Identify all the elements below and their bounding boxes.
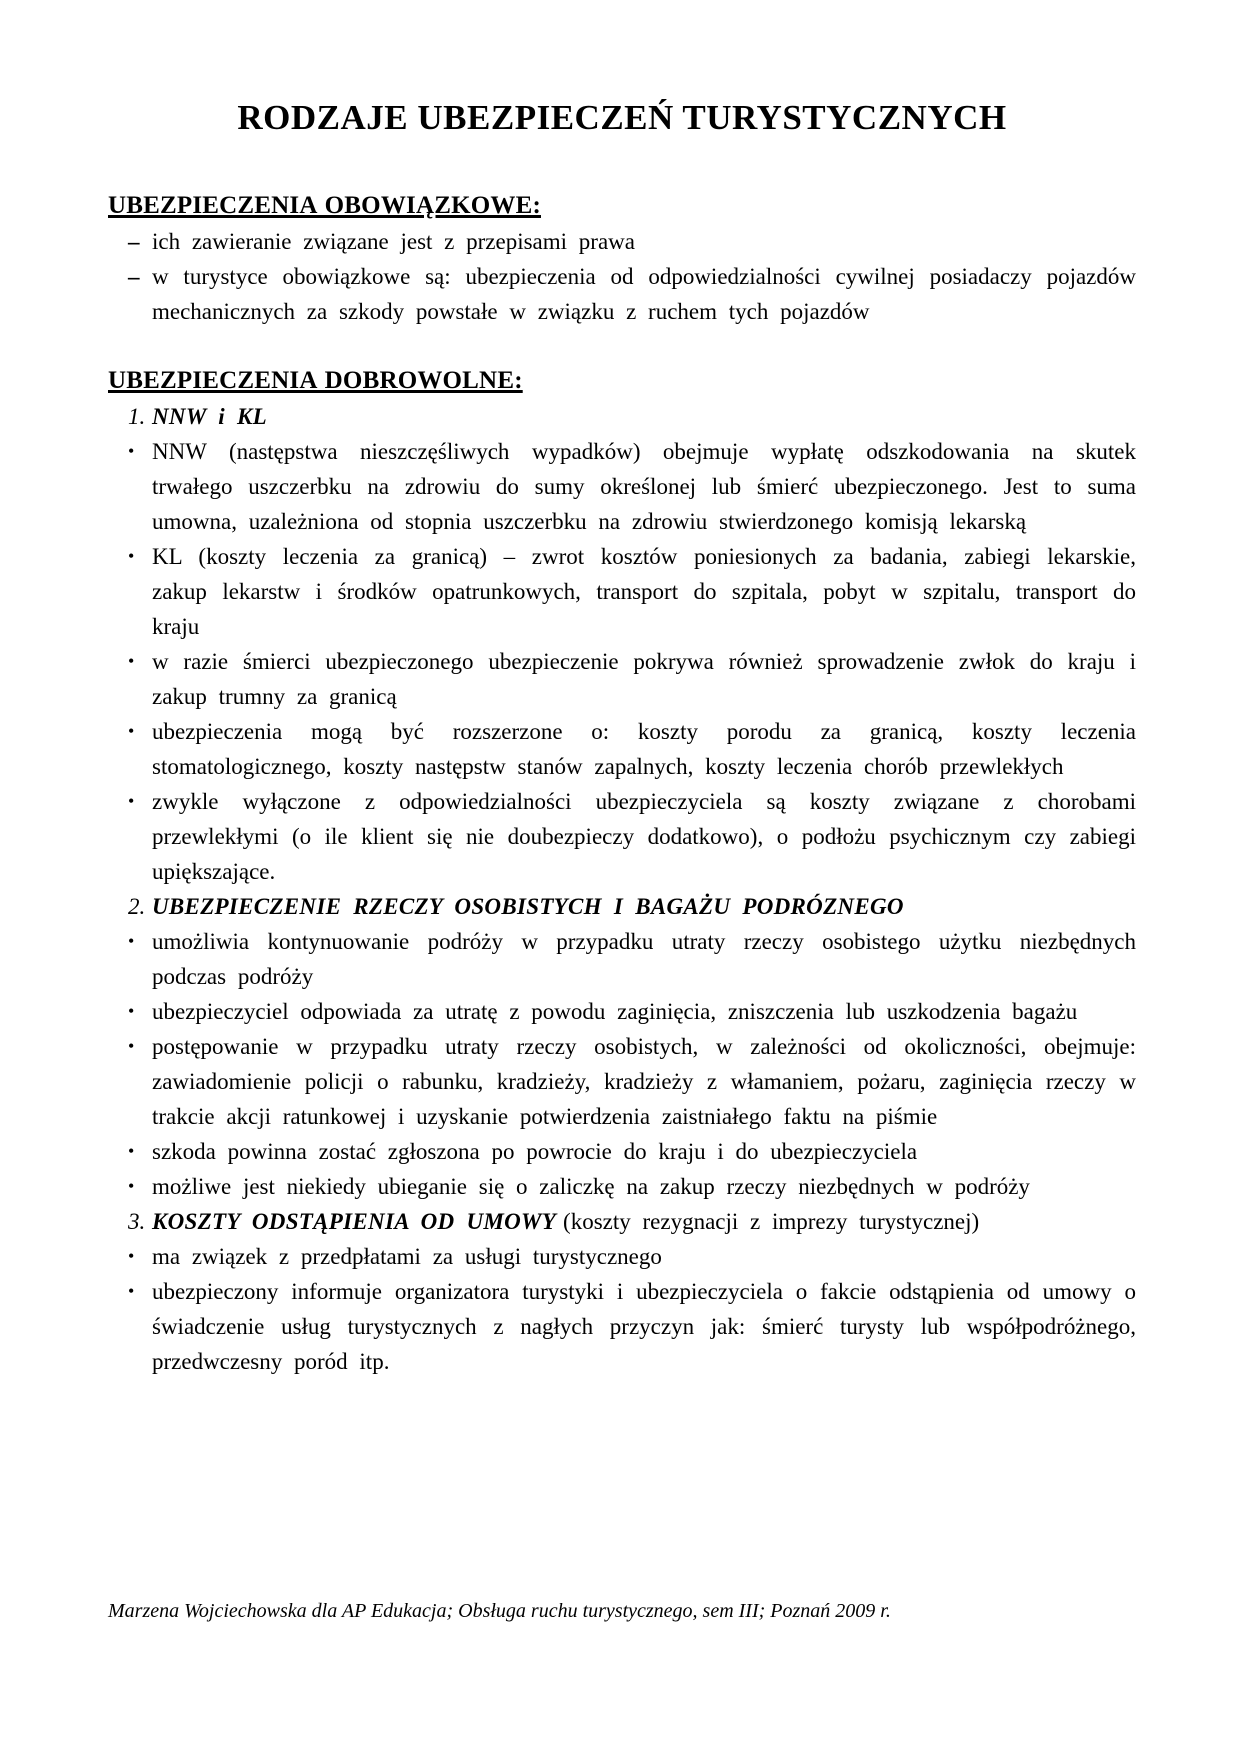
bullet-marker: •	[128, 545, 135, 566]
bullet-item	[108, 539, 1136, 644]
section-heading-voluntary: UBEZPIECZENIA DOBROWOLNE:	[108, 366, 523, 394]
bullet-item	[108, 644, 1136, 714]
numbered-group-bagaz	[108, 889, 1136, 1204]
section-heading-mandatory: UBEZPIECZENIA OBOWIĄZKOWE:	[108, 191, 541, 219]
dash-item	[108, 259, 1136, 329]
bullet-item	[108, 994, 1136, 1029]
item-number: 1.	[128, 403, 146, 429]
dash-marker: –	[128, 263, 140, 289]
item-number: 2.	[128, 893, 146, 919]
item-text: KL (koszty leczenia za granicą) – zwrot kosztów poniesionych za badania, zabiegi lekarskie, zakup lekarstw i środków opatrunkowych, transport do szpitala, pobyt w szpitalu, transport do kraju	[152, 543, 1136, 639]
bullet-marker: •	[128, 1280, 135, 1301]
item-text: ma związek z przedpłatami za usługi turystycznego	[152, 1243, 662, 1269]
bullet-item	[108, 434, 1136, 539]
item-number: 3.	[128, 1208, 146, 1234]
item-text: zwykle wyłączone z odpowiedzialności ubezpieczyciela są koszty związane z chorobami przewlekłymi (o ile klient się nie doubezpieczy dodatkowo), o podłożu psychicznym czy zabiegi upiększające.	[152, 788, 1136, 884]
bullet-item	[108, 1134, 1136, 1169]
item-text: postępowanie w przypadku utraty rzeczy osobistych, w zależności od okoliczności, obejmuje: zawiadomienie policji o rabunku, kradzieży, kradzieży z włamaniem, pożaru, zaginięcia rzeczy w trakcie akcji ratunkowej i uzyskanie potwierdzenia zaistniałego faktu na piśmie	[152, 1033, 1136, 1129]
section-mandatory-insurance	[108, 188, 1136, 329]
bullet-item	[108, 784, 1136, 889]
numbered-heading	[108, 889, 1136, 924]
bullet-item	[108, 924, 1136, 994]
item-text: ubezpieczony informuje organizatora turystyki i ubezpieczyciela o fakcie odstąpienia od umowy o świadczenie usług turystycznych z nagłych przyczyn jak: śmierć turysty lub współpodróżnego, przedwczesny poród itp.	[152, 1278, 1136, 1374]
bullet-marker: •	[128, 1175, 135, 1196]
bullet-item	[108, 714, 1136, 784]
bullet-marker: •	[128, 720, 135, 741]
numbered-heading	[108, 1204, 1136, 1239]
section-voluntary-insurance	[108, 363, 1136, 1379]
numbered-heading	[108, 399, 1136, 434]
item-title-note: (koszty rezygnacji z imprezy turystycznej)	[563, 1208, 980, 1234]
item-text: możliwe jest niekiedy ubieganie się o zaliczkę na zakup rzeczy niezbędnych w podróży	[152, 1173, 1030, 1199]
bullet-marker: •	[128, 1035, 135, 1056]
item-text: w razie śmierci ubezpieczonego ubezpieczenie pokrywa również sprowadzenie zwłok do kraju i zakup trumny za granicą	[152, 648, 1136, 709]
item-title: KOSZTY ODSTĄPIENIA OD UMOWY	[152, 1208, 557, 1234]
item-text: w turystyce obowiązkowe są: ubezpieczenia od odpowiedzialności cywilnej posiadaczy pojazdów mechanicznych za szkody powstałe w związku z ruchem tych pojazdów	[152, 263, 1136, 324]
item-text: umożliwia kontynuowanie podróży w przypadku utraty rzeczy osobistego użytku niezbędnych podczas podróży	[152, 928, 1136, 989]
bullet-marker: •	[128, 930, 135, 951]
dash-marker: –	[128, 228, 140, 254]
numbered-group-nnw-kl	[108, 399, 1136, 889]
item-text: NNW (następstwa nieszczęśliwych wypadków) obejmuje wypłatę odszkodowania na skutek trwałego uszczerbku na zdrowiu do sumy określonej lub śmierć ubezpieczonego. Jest to suma umowna, uzależniona od stopnia uszczerbku na zdrowiu stwierdzonego komisją lekarską	[152, 438, 1136, 534]
item-text: szkoda powinna zostać zgłoszona po powrocie do kraju i do ubezpieczyciela	[152, 1138, 918, 1164]
bullet-marker: •	[128, 1000, 135, 1021]
footer-credit: Marzena Wojciechowska dla AP Edukacja; Obsługa ruchu turystycznego, sem III; Poznań 2009 r.	[108, 1600, 891, 1622]
bullet-marker: •	[128, 440, 135, 461]
item-title: UBEZPIECZENIE RZECZY OSOBISTYCH I BAGAŻU PODRÓZNEGO	[152, 893, 904, 919]
bullet-item	[108, 1169, 1136, 1204]
item-text: ich zawieranie związane jest z przepisami prawa	[152, 228, 635, 254]
bullet-marker: •	[128, 650, 135, 671]
bullet-item	[108, 1029, 1136, 1134]
item-text: ubezpieczenia mogą być rozszerzone o: koszty porodu za granicą, koszty leczenia stomatologicznego, koszty następstw stanów zapalnych, koszty leczenia chorób przewlekłych	[152, 718, 1136, 779]
bullet-item	[108, 1239, 1136, 1274]
bullet-marker: •	[128, 1245, 135, 1266]
item-title: NNW i KL	[152, 403, 267, 429]
item-text: ubezpieczyciel odpowiada za utratę z powodu zaginięcia, zniszczenia lub uszkodzenia bagażu	[152, 998, 1078, 1024]
numbered-group-odstapienie	[108, 1204, 1136, 1379]
dash-item	[108, 224, 1136, 259]
bullet-marker: •	[128, 790, 135, 811]
bullet-item	[108, 1274, 1136, 1379]
bullet-marker: •	[128, 1140, 135, 1161]
document-title: RODZAJE UBEZPIECZEŃ TURYSTYCZNYCH	[237, 98, 1007, 137]
